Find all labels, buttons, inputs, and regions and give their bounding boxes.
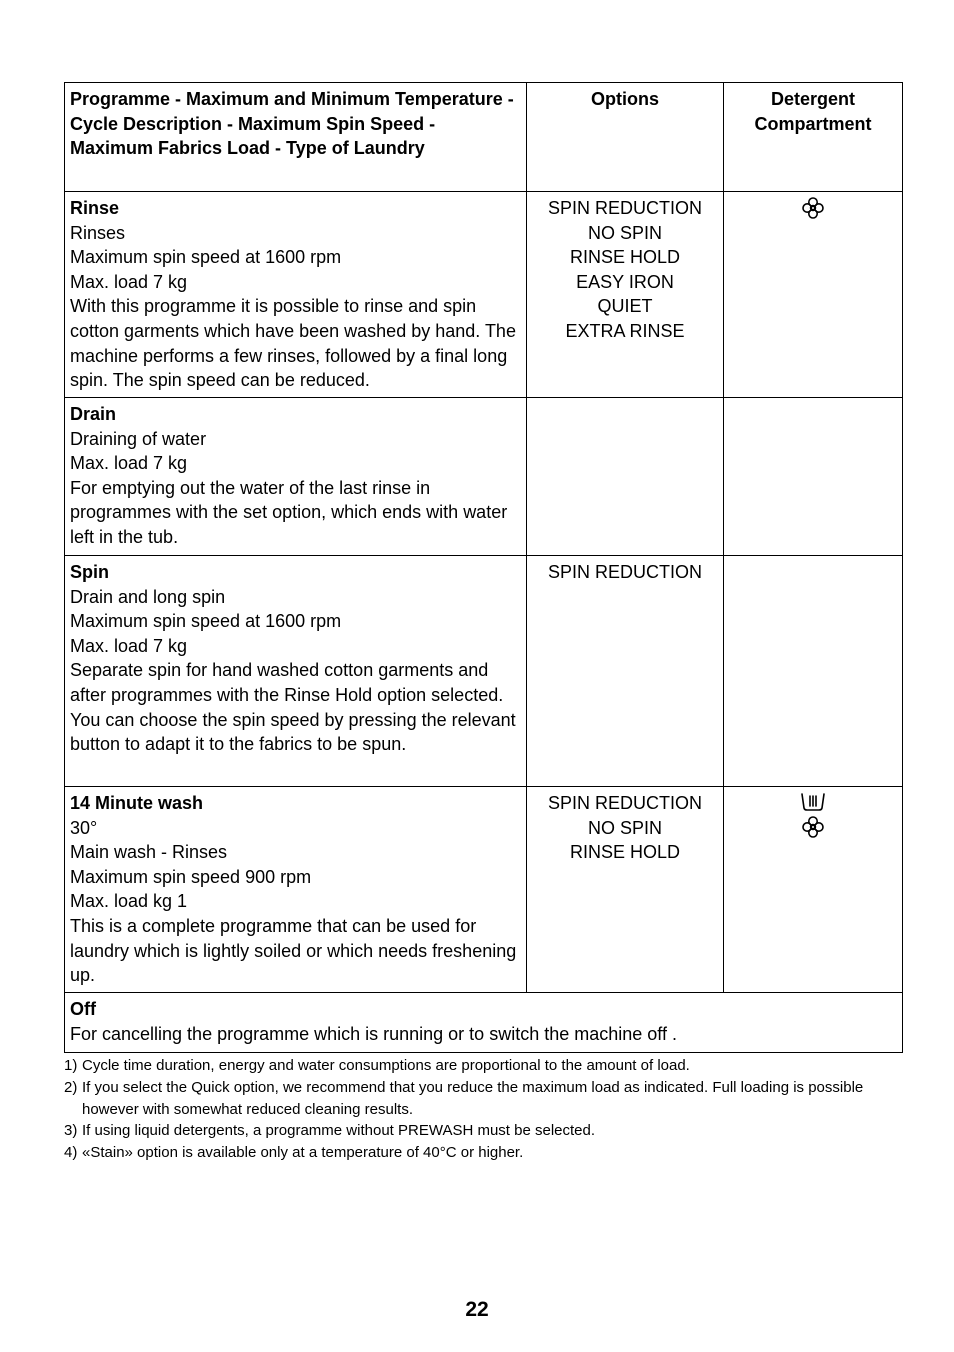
row-detergent (724, 787, 903, 993)
row-description (65, 556, 527, 787)
footnote-text: If you select the Quick option, we recommend that you reduce the maximum load as indicated. Full loading is possible however with somewhat reduced cleaning results. (82, 1078, 864, 1118)
row-detergent (724, 556, 903, 787)
footnote-item (64, 1077, 902, 1121)
footnote-item (64, 1055, 902, 1077)
option-item: NO SPIN (587, 222, 662, 243)
description-line: Max. load 7 kg (70, 453, 188, 474)
header-detergent: Detergent Compartment (724, 83, 903, 192)
row-description (65, 398, 527, 556)
footnote-text: If using liquid detergents, a programme without PREWASH must be selected. (82, 1122, 596, 1140)
row-description (65, 192, 527, 398)
programme-table (64, 82, 903, 1053)
row-detergent (724, 398, 903, 556)
description-line: Rinses (70, 222, 126, 243)
programme-name: Off (70, 999, 96, 1019)
programme-name: 14 Minute wash (70, 793, 204, 813)
row-options (527, 556, 724, 787)
option-item: SPIN REDUCTION (547, 793, 702, 813)
description-line: 30° (70, 817, 98, 838)
footnotes (64, 1055, 902, 1164)
description-line: Maximum spin speed at 1600 rpm (70, 611, 342, 632)
option-item: QUIET (597, 296, 653, 317)
row-options (527, 398, 724, 556)
footnote-number: 3) (64, 1122, 78, 1140)
table-row-drain (65, 398, 903, 556)
description-line: With this programme it is possible to rinse and spin cotton garments which have been washed by hand. The machine performs a few rinses, followed by a final long spin. The spin speed can be reduced. (70, 296, 516, 391)
description-line: Max. load 7 kg (70, 635, 188, 656)
table-row-off (65, 993, 903, 1053)
description-line: Main wash - Rinses (70, 842, 228, 863)
description-line: Maximum spin speed at 1600 rpm (70, 247, 342, 268)
description-line: Max. load 7 kg (70, 271, 188, 292)
option-item: RINSE HOLD (569, 247, 681, 268)
row-options (527, 192, 724, 398)
footnote-item (64, 1142, 902, 1164)
table-row-spin (65, 556, 903, 787)
description-line: Separate spin for hand washed cotton garments and after programmes with the Rinse Hold option selected. You can choose the spin speed by pressing the relevant button to adapt it to the fabrics to be spun. (70, 660, 516, 755)
footnote-number: 4) (64, 1144, 78, 1162)
main-wash-icon (800, 791, 826, 813)
description-line: Drain and long spin (70, 586, 226, 607)
option-item: NO SPIN (587, 817, 662, 838)
option-item: EXTRA RINSE (565, 320, 685, 341)
footnote-text: Cycle time duration, energy and water consumptions are proportional to the amount of load. (82, 1057, 690, 1074)
description-line: Draining of water (70, 428, 207, 449)
row-detergent (724, 192, 903, 398)
option-item: EASY IRON (576, 271, 674, 292)
row-options (527, 787, 724, 993)
footnote-number: 1) (64, 1057, 78, 1074)
table-row-14-minute-wash (65, 787, 903, 993)
programme-name: Drain (70, 404, 117, 424)
description-line: Max. load kg 1 (70, 891, 188, 912)
off-row-cell (65, 993, 903, 1053)
footnote-text: «Stain» option is available only at a temperature of 40°C or higher. (82, 1144, 524, 1162)
header-options: Options (527, 83, 724, 192)
header-description: Programme - Maximum and Minimum Temperature - Cycle Description - Maximum Spin Speed - Maximum Fabrics Load - Type of Laundry (65, 83, 527, 192)
fabric-softener-icon (801, 815, 825, 839)
description-line: Maximum spin speed 900 rpm (70, 866, 312, 887)
option-item: SPIN REDUCTION (547, 198, 702, 218)
fabric-softener-icon (801, 196, 825, 220)
programme-name: Rinse (70, 198, 120, 218)
description-line: This is a complete programme that can be used for laundry which is lightly soiled or which needs freshening up. (70, 915, 517, 986)
header-row (65, 83, 903, 192)
option-item: RINSE HOLD (569, 842, 681, 863)
footnote-number: 2) (64, 1078, 78, 1096)
programme-name: Spin (70, 562, 109, 582)
table-row-rinse (65, 192, 903, 398)
page-number: 22 (465, 1298, 489, 1321)
description-line: For emptying out the water of the last rinse in programmes with the set option, which ends with water left in the tub. (70, 477, 508, 547)
description-line: For cancelling the programme which is running or to switch the machine off . (70, 1023, 677, 1044)
option-item: SPIN REDUCTION (547, 562, 702, 582)
row-description (65, 787, 527, 993)
footnote-item (64, 1120, 902, 1142)
